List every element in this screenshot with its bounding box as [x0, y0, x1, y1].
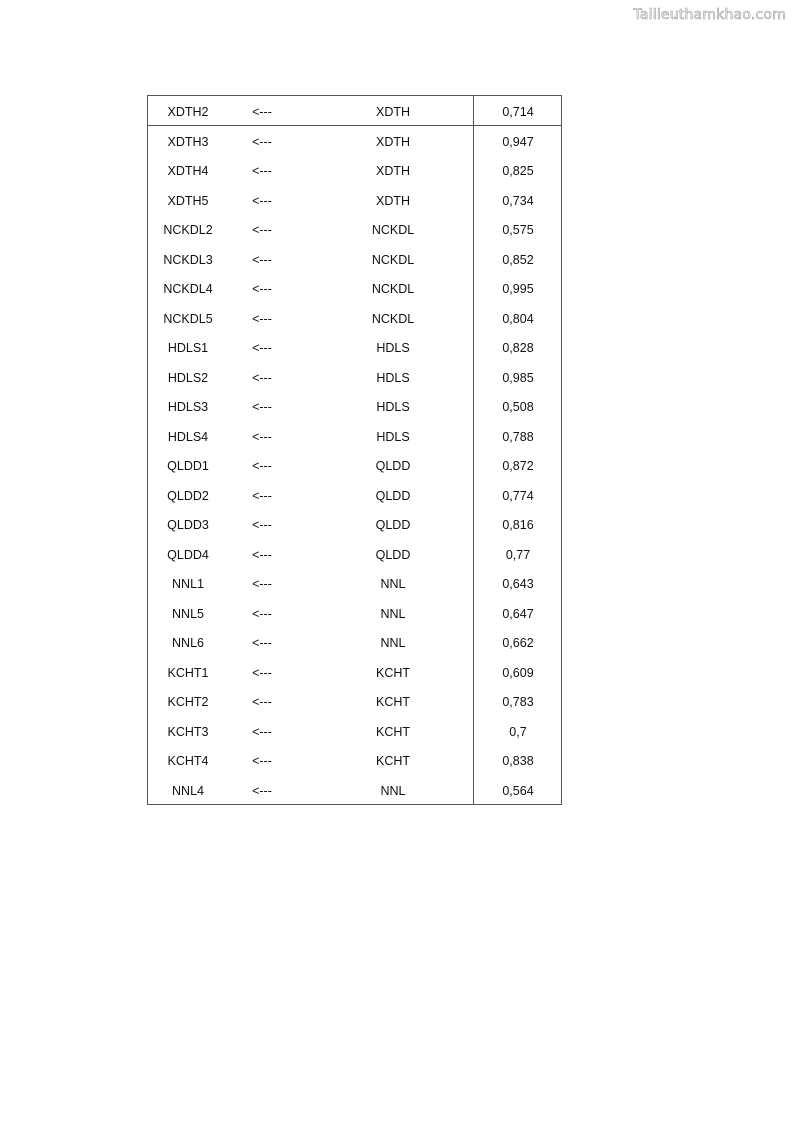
table-row — [148, 659, 561, 689]
estimate-cell: 0,804 — [502, 311, 534, 326]
table-row — [148, 275, 561, 305]
factor-cell: NNL — [380, 636, 406, 650]
indicator-cell: NNL1 — [172, 577, 204, 591]
table-row — [148, 629, 561, 659]
indicator-cell: XDTH3 — [167, 134, 209, 149]
table-row — [148, 364, 561, 394]
arrow-cell: <--- — [252, 400, 272, 414]
watermark: Tailieuthamkhao.com — [633, 7, 786, 23]
factor-cell: NNL — [380, 577, 406, 591]
estimate-cell: 0,838 — [502, 754, 534, 768]
table-row — [148, 246, 561, 276]
table-row — [148, 128, 561, 158]
table-row — [148, 511, 561, 541]
arrow-cell: <--- — [252, 459, 272, 473]
table-row — [148, 216, 561, 246]
indicator-cell: XDTH4 — [167, 164, 209, 178]
arrow-cell: <--- — [252, 547, 272, 562]
estimate-cell: 0,734 — [502, 193, 534, 208]
estimate-cell: 0,825 — [502, 164, 534, 178]
factor-cell: QLDD — [375, 488, 411, 503]
indicator-cell: NNL4 — [172, 783, 204, 798]
table-row — [148, 334, 561, 364]
indicator-cell: NCKDL2 — [163, 223, 213, 237]
indicator-cell: NNL6 — [172, 636, 204, 650]
estimate-cell: 0,643 — [502, 577, 534, 591]
indicator-cell: NCKDL5 — [163, 311, 213, 326]
factor-cell: XDTH — [375, 164, 411, 178]
factor-cell: HDLS — [376, 400, 410, 414]
estimate-cell: 0,647 — [502, 606, 534, 621]
indicator-cell: HDLS3 — [167, 400, 209, 414]
indicator-cell: XDTH5 — [167, 193, 209, 208]
factor-cell: XDTH — [375, 105, 411, 119]
factor-cell: HDLS — [376, 341, 410, 355]
estimate-cell: 0,508 — [502, 400, 534, 414]
factor-cell: KCHT — [375, 724, 411, 739]
arrow-cell: <--- — [252, 429, 272, 444]
estimate-cell: 0,788 — [502, 429, 534, 444]
arrow-cell: <--- — [252, 193, 272, 208]
indicator-cell: KCHT4 — [167, 754, 209, 768]
estimate-cell: 0,714 — [502, 105, 534, 119]
arrow-cell: <--- — [252, 518, 272, 532]
factor-cell: HDLS — [376, 429, 410, 444]
table-row — [148, 600, 561, 630]
table-row — [148, 157, 561, 187]
factor-cell: XDTH — [375, 193, 411, 208]
arrow-cell: <--- — [252, 370, 272, 385]
indicator-cell: KCHT3 — [167, 724, 209, 739]
indicator-cell: NNL5 — [172, 606, 204, 621]
factor-cell: KCHT — [375, 754, 411, 768]
estimate-cell: 0,872 — [502, 459, 534, 473]
estimate-cell: 0,564 — [502, 783, 534, 798]
indicator-cell: HDLS4 — [167, 429, 209, 444]
loadings-table — [147, 95, 562, 805]
table-row — [148, 187, 561, 217]
estimate-cell: 0,985 — [502, 370, 534, 385]
indicator-cell: QLDD2 — [167, 488, 209, 503]
table-row — [148, 98, 561, 128]
estimate-cell: 0,77 — [505, 547, 531, 562]
factor-cell: NNL — [380, 606, 406, 621]
indicator-cell: NCKDL4 — [163, 282, 213, 296]
estimate-cell: 0,828 — [502, 341, 534, 355]
arrow-cell: <--- — [252, 754, 272, 768]
table-row — [148, 570, 561, 600]
arrow-cell: <--- — [252, 636, 272, 650]
estimate-cell: 0,662 — [502, 636, 534, 650]
table-row — [148, 688, 561, 718]
arrow-cell: <--- — [252, 695, 272, 709]
factor-cell: NCKDL — [371, 223, 415, 237]
arrow-cell: <--- — [252, 577, 272, 591]
arrow-cell: <--- — [252, 341, 272, 355]
factor-cell: NCKDL — [371, 311, 415, 326]
factor-cell: NNL — [380, 783, 406, 798]
factor-cell: KCHT — [375, 695, 411, 709]
arrow-cell: <--- — [252, 252, 272, 267]
arrow-cell: <--- — [252, 164, 272, 178]
table-row — [148, 423, 561, 453]
estimate-cell: 0,774 — [502, 488, 534, 503]
factor-cell: XDTH — [375, 134, 411, 149]
table-row — [148, 452, 561, 482]
factor-cell: QLDD — [375, 518, 411, 532]
arrow-cell: <--- — [252, 783, 272, 798]
indicator-cell: KCHT2 — [167, 695, 209, 709]
table-row — [148, 541, 561, 571]
indicator-cell: QLDD4 — [167, 547, 209, 562]
factor-cell: NCKDL — [371, 282, 415, 296]
table-row — [148, 747, 561, 777]
arrow-cell: <--- — [252, 724, 272, 739]
indicator-cell: QLDD1 — [167, 459, 209, 473]
estimate-cell: 0,783 — [502, 695, 534, 709]
factor-cell: QLDD — [375, 459, 411, 473]
indicator-cell: XDTH2 — [167, 105, 209, 119]
estimate-cell: 0,947 — [502, 134, 534, 149]
arrow-cell: <--- — [252, 311, 272, 326]
indicator-cell: KCHT1 — [167, 665, 209, 680]
table-row — [148, 393, 561, 423]
arrow-cell: <--- — [252, 105, 272, 119]
table-row — [148, 777, 561, 807]
arrow-cell: <--- — [252, 606, 272, 621]
factor-cell: HDLS — [376, 370, 410, 385]
factor-cell: QLDD — [375, 547, 411, 562]
table-row — [148, 482, 561, 512]
indicator-cell: NCKDL3 — [163, 252, 213, 267]
estimate-cell: 0,7 — [509, 724, 527, 739]
estimate-cell: 0,852 — [502, 252, 534, 267]
estimate-cell: 0,816 — [502, 518, 534, 532]
estimate-cell: 0,575 — [502, 223, 534, 237]
arrow-cell: <--- — [252, 134, 272, 149]
indicator-cell: QLDD3 — [167, 518, 209, 532]
arrow-cell: <--- — [252, 223, 272, 237]
table-row — [148, 305, 561, 335]
estimate-cell: 0,995 — [502, 282, 534, 296]
indicator-cell: HDLS2 — [167, 370, 209, 385]
table-row — [148, 718, 561, 748]
factor-cell: NCKDL — [371, 252, 415, 267]
arrow-cell: <--- — [252, 665, 272, 680]
factor-cell: KCHT — [375, 665, 411, 680]
indicator-cell: HDLS1 — [167, 341, 209, 355]
arrow-cell: <--- — [252, 282, 272, 296]
arrow-cell: <--- — [252, 488, 272, 503]
estimate-cell: 0,609 — [502, 665, 534, 680]
